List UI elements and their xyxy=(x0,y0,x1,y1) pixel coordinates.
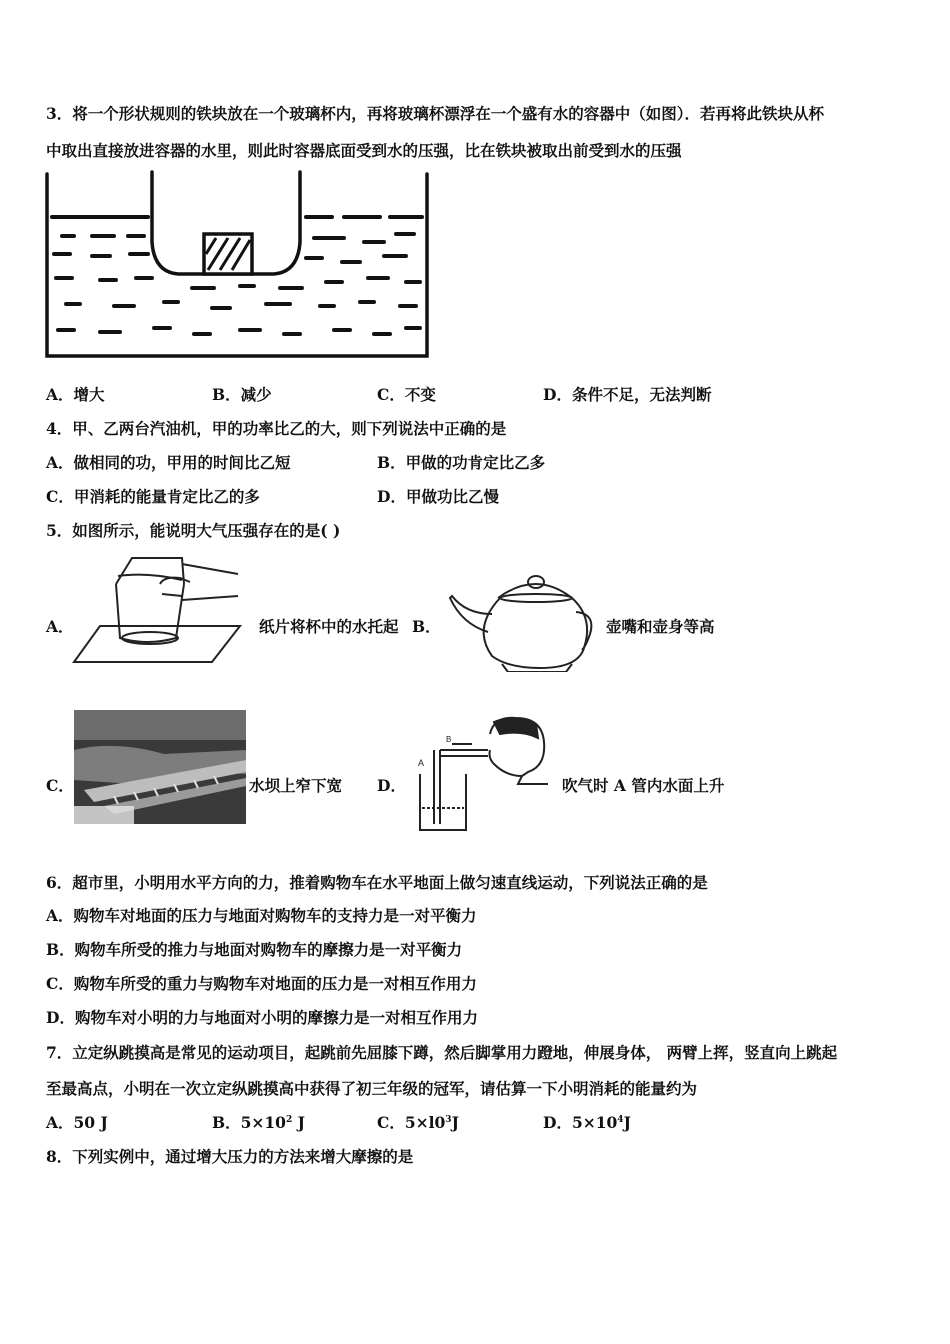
q6-stem: 6．超市里，小明用水平方向的力，推着购物车在水平地面上做匀速直线运动，下列说法正确的是 xyxy=(46,873,708,892)
q6-option-b: B．购物车所受的推力与地面对购物车的摩擦力是一对平衡力 xyxy=(46,940,463,959)
q5-figure-b-teapot xyxy=(448,568,596,672)
q5-option-a-text: 纸片将杯中的水托起 xyxy=(259,617,399,636)
q6-option-d: D．购物车对小明的力与地面对小明的摩擦力是一对相互作用力 xyxy=(46,1008,478,1027)
q7-stem-line2: 至最高点，小明在一次立定纵跳摸高中获得了初三年级的冠军，请估算一下小明消耗的能量约为 xyxy=(46,1079,698,1098)
q3-figure-floating-cup xyxy=(44,170,432,362)
q3-option-d: D．条件不足，无法判断 xyxy=(543,385,712,404)
q5-stem: 5．如图所示，能说明大气压强存在的是( ) xyxy=(46,521,341,540)
q5-option-c-letter: C． xyxy=(46,776,74,795)
q5-figure-d-label-b: B xyxy=(446,735,452,744)
q3-option-c: C．不变 xyxy=(377,385,436,404)
q4-stem: 4．甲、乙两台汽油机，甲的功率比乙的大，则下列说法中正确的是 xyxy=(46,419,507,438)
q4-option-c: C．甲消耗的能量肯定比乙的多 xyxy=(46,487,260,506)
q7-option-d: D．$5\times 10^4J$ xyxy=(543,1113,631,1132)
q5-figure-a-cup-paper xyxy=(72,556,244,668)
q7-stem-line1: 7．立定纵跳摸高是常见的运动项目，起跳前先屈膝下蹲，然后脚掌用力蹬地，伸展身体， 两臂上挥，竖直向上跳起 xyxy=(46,1043,838,1062)
q3-stem-line1: 3．将一个形状规则的铁块放在一个玻璃杯内，再将玻璃杯漂浮在一个盛有水的容器中（如图）．若再将此铁块从杯 xyxy=(46,104,825,123)
q7-option-c: C．$5\times l0^3J$ xyxy=(377,1113,459,1132)
q6-option-c: C．购物车所受的重力与购物车对地面的压力是一对相互作用力 xyxy=(46,974,477,993)
q5-option-b-text: 壶嘴和壶身等高 xyxy=(606,617,715,636)
q5-figure-d-label-a: A xyxy=(418,758,425,768)
q5-figure-d-blowing-tube xyxy=(410,714,550,834)
q5-option-a-letter: A． xyxy=(46,617,74,636)
q3-stem-line2: 中取出直接放进容器的水里，则此时容器底面受到水的压强，比在铁块被取出前受到水的压强 xyxy=(46,141,682,160)
q4-option-a: A．做相同的功，甲用的时间比乙短 xyxy=(46,453,291,472)
q3-option-b: B．减少 xyxy=(212,385,272,404)
q5-figure-c-dam-photo xyxy=(74,710,246,824)
q4-option-d: D．甲做功比乙慢 xyxy=(377,487,499,506)
q5-option-d-text: 吹气时 A 管内水面上升 xyxy=(562,776,725,795)
q3-option-a: A．增大 xyxy=(46,385,105,404)
q5-option-b-letter: B． xyxy=(412,617,441,636)
q8-stem: 8．下列实例中，通过增大压力的方法来增大摩擦的是 xyxy=(46,1147,414,1166)
q4-option-b: B．甲做的功肯定比乙多 xyxy=(377,453,546,472)
q7-option-b: B．$5\times 10^2$ J xyxy=(212,1113,305,1132)
q6-option-a: A．购物车对地面的压力与地面对购物车的支持力是一对平衡力 xyxy=(46,906,477,925)
q5-option-d-letter: D． xyxy=(377,776,406,795)
q5-option-c-text: 水坝上窄下宽 xyxy=(249,776,343,795)
q7-option-a: A．50 J xyxy=(46,1113,108,1132)
